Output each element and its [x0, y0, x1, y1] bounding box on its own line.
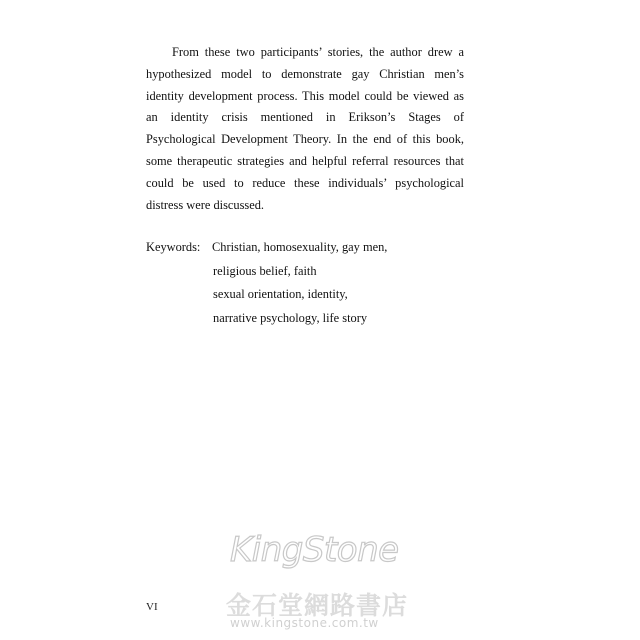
keyword-line: religious belief, faith [213, 263, 317, 278]
keywords-label: Keywords: [146, 240, 201, 254]
keyword-line: sexual orientation, identity, [213, 287, 348, 301]
page-number: VI [146, 601, 158, 613]
keywords-list [212, 236, 387, 330]
kingstone-watermark [200, 530, 430, 634]
watermark-chinese-name: 金石堂網路書店 [226, 591, 409, 620]
keyword-line: narrative psychology, life story [213, 310, 368, 325]
watermark-logo: KingStone [230, 530, 399, 570]
watermark-url: www.kingstone.com.tw [230, 616, 379, 630]
abstract-paragraph: From these two participants’ stories, the author drew a hypothesized model to demonstrate gay Christian men’s identity development process. This model could be viewed as an identity crisis mentioned in Erikson’s Stages of Psychological Development Theory. In the end of this book, some therapeutic strategies and helpful referral resources that could be used to reduce these individuals’ psychological distress were discussed. [146, 45, 464, 212]
keyword-line: Christian, homosexuality, gay men, [212, 240, 388, 254]
